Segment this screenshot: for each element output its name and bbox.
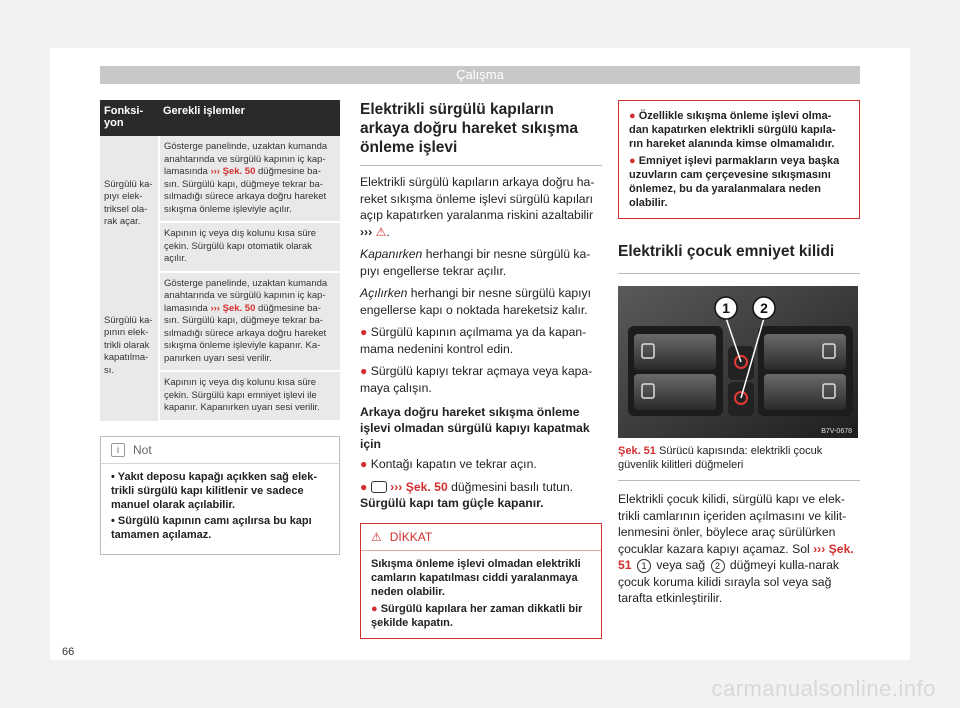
callout-ref-2: 2 bbox=[711, 559, 725, 573]
button-glyph-icon bbox=[371, 481, 387, 493]
door-panel-illustration bbox=[618, 286, 858, 438]
operations-table bbox=[100, 100, 340, 422]
function-cell: Sürgülü ka-pıyı elek-triksel ola-rak açar. bbox=[100, 136, 159, 272]
note-title: Not bbox=[133, 442, 152, 457]
warning-bullet: ● Emniyet işlevi parmakların veya başka uzuvların cam çerçevesine sıkışmasını önlemez, bu da yaralanmalara neden olabilir. bbox=[629, 155, 840, 209]
action-cell: Gösterge panelinde, uzaktan kumanda anahtarında ve sürgülü kapının iç kap-lamasında ››› Şek. 50 düğmesine ba-sın. Sürgülü kapı, düğmeye tekrar ba-sılmadığı sürece arkaya doğru hareket sıkışma önleme işleviyle açılır. bbox=[159, 136, 340, 222]
callout-1: 1 bbox=[722, 300, 730, 316]
info-icon: i bbox=[111, 443, 125, 457]
figure-link[interactable]: ››› Şek. 50 bbox=[390, 479, 448, 494]
warning-bullet: ● Özellikle sıkışma önleme işlevi olma-dan kapatırken elektrikli sürgülü kapıla-rın hareket alanında kimse olmamalıdır. bbox=[629, 110, 836, 150]
callout-2: 2 bbox=[760, 300, 768, 316]
figure-link[interactable]: ››› Şek. 51 bbox=[618, 541, 854, 572]
warning-triangle-icon: ⚠ bbox=[371, 530, 382, 544]
figure-caption: Şek. 51 Sürücü kapısında: elektrikli çocuk güvenlik kilitleri düğmeleri bbox=[618, 444, 860, 481]
table-header-actions: Gerekli işlemler bbox=[159, 100, 340, 136]
warning-link[interactable]: ››› bbox=[360, 224, 373, 239]
closing-paragraph: Kapanırken herhangi bir nesne sürgülü ka-pıyı engellerse tekrar açılır. bbox=[360, 247, 591, 278]
note-item: • Yakıt deposu kapağı açıkken sağ elek-trikli sürgülü kapı kilitlenir ve sadece manuel olarak açılabilir. bbox=[111, 470, 318, 511]
table-header-function: Fonksi-yon bbox=[100, 100, 159, 136]
warning-box bbox=[360, 523, 602, 639]
warning-triangle-icon: ⚠ bbox=[375, 224, 387, 239]
watermark: carmanualsonline.info bbox=[711, 676, 936, 701]
child-lock-photo bbox=[618, 286, 858, 438]
list-item: ● ››› Şek. 50 düğmesini basılı tutun. bbox=[360, 479, 574, 494]
intro-paragraph: Elektrikli sürgülü kapıların arkaya doğru ha-reket sıkışma önleme işlevi sürgülü kapıları açıp kapatırken yaralanma riskini azaltabilir ››› ⚠. bbox=[360, 175, 595, 239]
section-heading: Elektrikli sürgülü kapıların arkaya doğru hareket sıkışma önleme işlevi bbox=[360, 100, 602, 166]
body-paragraph: Elektrikli çocuk kilidi, sürgülü kapı ve elek-trikli camlarının içeriden açılmasını ve kilit-lenmesini önler, böylece araç sürülürken çocuklar kazara kapıyı açamaz. Sol ››› Şek. 51 1 veya sağ 2 düğmeyi kulla-narak çocuk koruma kilidi sırayla sol veya sağ tarafta etkinleştirilir. bbox=[618, 492, 854, 605]
result-text: Sürgülü kapı tam güçle kapanır. bbox=[360, 496, 544, 510]
page-number: 66 bbox=[62, 646, 75, 658]
warning-title: DİKKAT bbox=[389, 530, 433, 544]
sub-heading: Arkaya doğru hareket sıkışma önleme işlevi olmadan sürgülü kapıyı kapatmak için bbox=[360, 405, 590, 451]
list-item: ● Sürgülü kapıyı tekrar açmaya veya kapa-maya çalışın. bbox=[360, 364, 593, 395]
left-column bbox=[100, 100, 340, 555]
action-cell: Kapının iç veya dış kolunu kısa süre çekin. Sürgülü kapı otomatik olarak açılır. bbox=[159, 222, 340, 272]
warning-bullet: ● Sürgülü kapılara her zaman dikkatli bir şekilde kapatın. bbox=[371, 603, 583, 629]
note-box bbox=[100, 436, 340, 555]
note-item: • Sürgülü kapının camı açılırsa bu kapı tamamen açılamaz. bbox=[111, 514, 312, 541]
figure-link[interactable]: ››› Şek. 50 bbox=[210, 166, 256, 177]
photo-code: B7V-0678 bbox=[821, 428, 852, 435]
callout-ref-1: 1 bbox=[637, 559, 651, 573]
right-column bbox=[618, 100, 860, 613]
opening-paragraph: Açılırken herhangi bir nesne sürgülü kapıyı engellerse kapı o noktada hareketsiz kalır. bbox=[360, 286, 592, 317]
table-row bbox=[100, 272, 340, 372]
middle-column bbox=[360, 100, 602, 639]
action-cell: Gösterge panelinde, uzaktan kumanda anahtarında ve sürgülü kapının iç kap-lamasında ››› Şek. 50 düğmesine ba-sın. Sürgülü kapı, düğmeye tekrar ba-sılmadığı sürece arkaya doğru hareket sıkışma önleme işleviyle kapanır. Ka-panırken uyarı sesi verilir. bbox=[159, 272, 340, 372]
warning-continuation-box bbox=[618, 100, 860, 219]
warning-text: Sıkışma önleme işlevi olmadan elektrikli camların kapatılması ciddi yaralanmaya neden olabilir. bbox=[371, 558, 581, 598]
section-heading: Elektrikli çocuk emniyet kilidi bbox=[618, 233, 860, 274]
list-item: ● Kontağı kapatın ve tekrar açın. bbox=[360, 457, 537, 471]
table-row bbox=[100, 136, 340, 222]
function-cell: Sürgülü ka-pının elek-trikli olarak kapatılma-sı. bbox=[100, 272, 159, 421]
figure-link[interactable]: ››› Şek. 50 bbox=[210, 302, 256, 314]
section-header: Çalışma bbox=[100, 66, 860, 84]
list-item: ● Sürgülü kapının açılmama ya da kapan-mama nedenini kontrol edin. bbox=[360, 325, 587, 356]
action-cell: Kapının iç veya dış kolunu kısa süre çekin. Sürgülü kapı emniyet işlevi ile kapanır. Kapanırken uyarı sesi verilir. bbox=[159, 371, 340, 421]
